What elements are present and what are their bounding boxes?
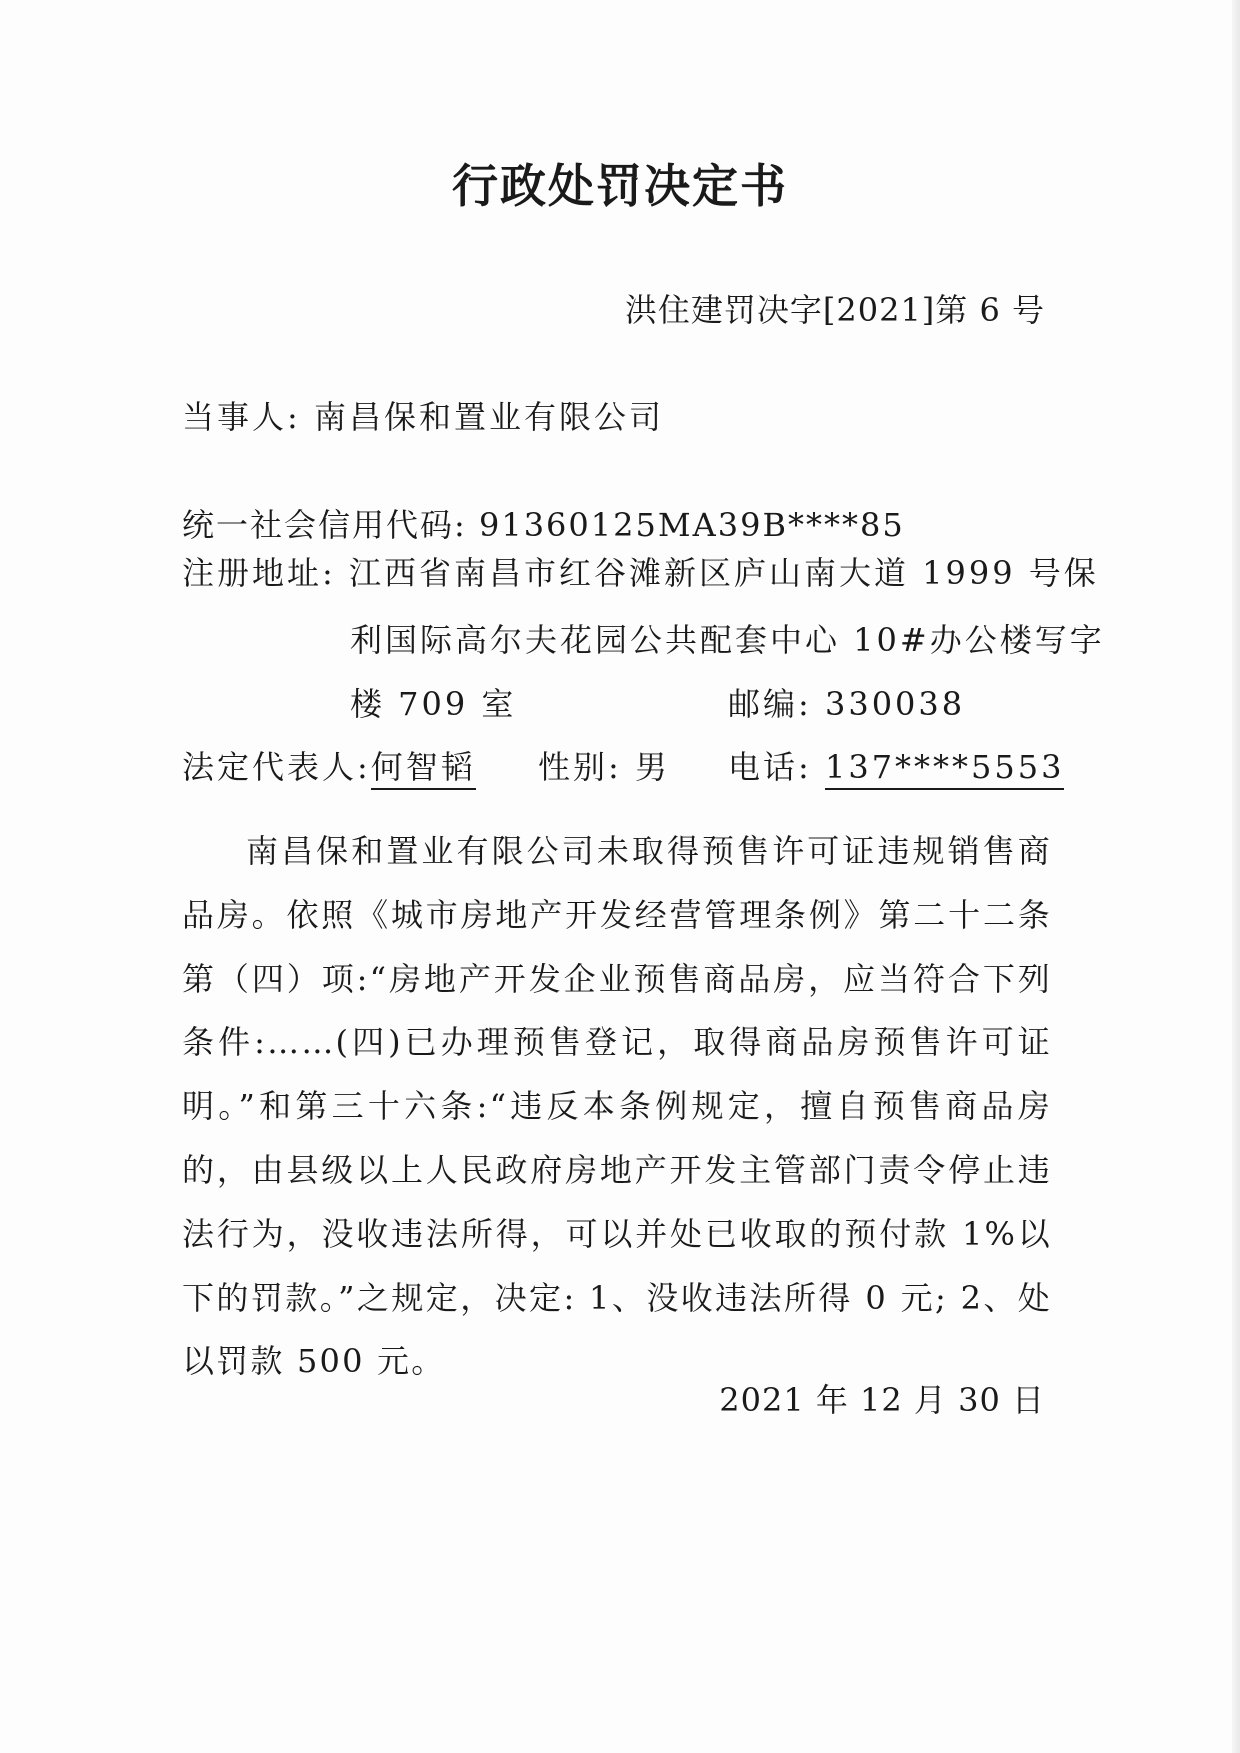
phone-value: 137****5553 <box>825 748 1065 790</box>
decision-date: 2021 年 12 月 30 日 <box>719 1381 1045 1419</box>
credit-code-label: 统一社会信用代码: <box>182 506 467 544</box>
postcode-value: 330038 <box>824 685 966 723</box>
gender-value: 男 <box>634 748 670 786</box>
party-name: 南昌保和置业有限公司 <box>313 398 664 436</box>
postcode-row <box>728 679 965 725</box>
postcode-label: 邮编: <box>728 685 812 723</box>
legal-rep-row <box>182 742 476 788</box>
address-line-2: 利国际高尔夫花园公共配套中心 10#办公楼写字 <box>350 621 1105 659</box>
legal-rep-label: 法定代表人: <box>182 748 371 786</box>
scan-edge <box>1232 0 1240 1753</box>
address-label: 注册地址: <box>182 554 336 592</box>
document-title: 行政处罚决定书 <box>452 159 788 213</box>
address-line-1: 江西省南昌市红谷滩新区庐山南大道 1999 号保 <box>348 554 1099 592</box>
gender-row <box>538 742 670 788</box>
decision-body: 南昌保和置业有限公司未取得预售许可证违规销售商品房。依照《城市房地产开发经营管理条例》第二十二条第（四）项:“房地产开发企业预售商品房，应当符合下列条件:……(四)已办理预售登记，取得商品房预售许可证明。”和第三十六条:“违反本条例规定，擅自预售商品房的，由县级以上人民政府房地产开发主管部门责令停止违法行为，没收违法所得，可以并处已收取的预付款 1%以下的罚款。”之规定，决定: 1、没收违法所得 0 元; 2、处以罚款 500 元。 <box>182 832 1052 1381</box>
gender-label: 性别: <box>538 748 622 786</box>
party-label: 当事人: <box>182 398 301 436</box>
phone-row <box>728 742 1064 788</box>
document-number: 洪住建罚决字[2021]第 6 号 <box>624 291 1045 329</box>
address-line-3-row <box>350 679 516 725</box>
credit-code-row <box>182 500 905 546</box>
phone-label: 电话: <box>728 748 812 786</box>
credit-code-value: 91360125MA39B****85 <box>478 506 905 544</box>
legal-rep-name: 何智韬 <box>371 748 476 790</box>
address-row <box>182 548 1099 594</box>
party-row <box>182 392 664 438</box>
address-line-3: 楼 709 室 <box>350 685 517 723</box>
